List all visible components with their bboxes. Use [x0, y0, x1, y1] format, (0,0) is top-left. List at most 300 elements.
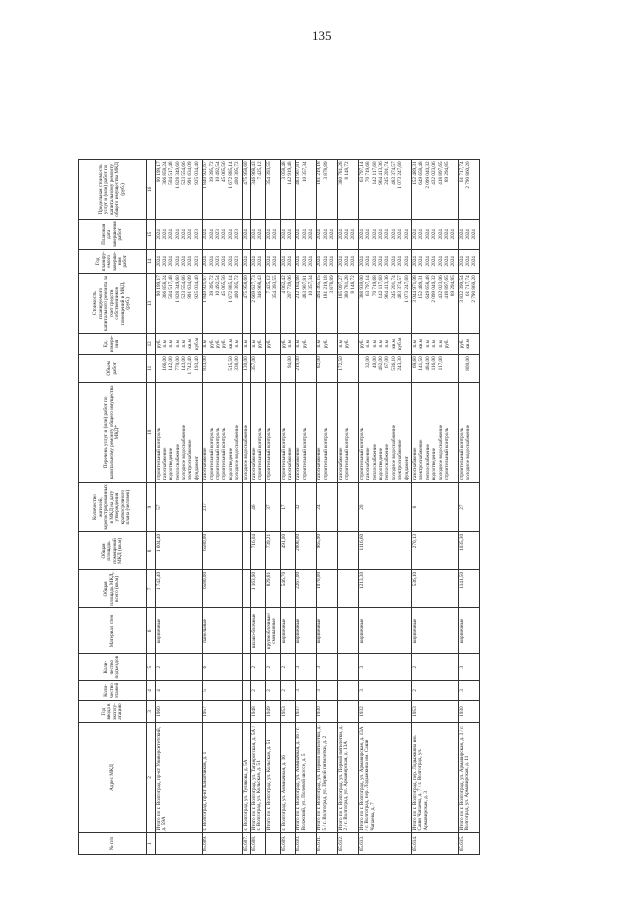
address: Итого по г. Волгоград, ул. Аммиачная, д. 16 / г. Волжский, ул. Полевой шоссе, д. 5 — [295, 723, 316, 833]
completion-year-line: 2024 — [344, 256, 351, 267]
unit-line: п.м — [316, 340, 323, 348]
cost-line: 366 858,24 — [161, 275, 168, 299]
planned-date-line: 2024 — [397, 229, 404, 240]
limit-cost-line: 475 958,60 — [242, 161, 249, 185]
work-type-line: водоотведение — [227, 447, 234, 481]
entrances: 3 — [359, 654, 412, 681]
unit — [281, 333, 296, 354]
address: Итого по г. Волгоград, пр-кт Университетский, д. 59А — [156, 723, 203, 833]
unit-line: кв.м — [227, 339, 234, 349]
unit-line: п.м — [411, 340, 418, 348]
table-row — [316, 159, 337, 854]
unit — [266, 333, 281, 354]
cost-line: 354 393,55 — [272, 275, 279, 299]
table-row — [202, 159, 242, 854]
cost-line: 388 930,00 — [358, 275, 365, 299]
completion-year-line: 2024 — [227, 256, 234, 267]
completion-year — [243, 249, 251, 273]
cost-line: 142 117,60 — [378, 275, 384, 299]
year-built: 1937 — [295, 701, 316, 723]
completion-year — [156, 249, 203, 273]
work-volume-line: 357,00 — [250, 356, 257, 371]
cost — [266, 273, 281, 333]
planned-date-line: 2024 — [458, 229, 465, 240]
unit-line: руб. — [215, 339, 222, 349]
residents — [243, 482, 251, 532]
column-header: Материал стен — [79, 608, 147, 654]
work-type-line: строительный контроль — [257, 427, 264, 481]
cost-line: 8 148,72 — [350, 275, 357, 294]
column-number: 8 — [147, 532, 156, 570]
limit-cost-line: 504 517,48 — [168, 161, 175, 185]
total-area — [338, 570, 359, 608]
completion-year — [412, 249, 459, 273]
row-number — [266, 833, 281, 855]
cost-line: 207 739,06 — [286, 275, 293, 299]
work-type — [202, 382, 242, 482]
unit-line: п.м — [437, 340, 444, 348]
planned-date-line: 2024 — [286, 229, 293, 240]
year-built: 1948 — [251, 701, 266, 723]
planned-date-line: 2024 — [337, 229, 344, 240]
column-header: Перечень услуг и (или) работ по капитальному ремонту общего имущества МКД* — [79, 382, 147, 482]
total-area: 829,81 — [266, 570, 281, 608]
column-header: Год планиру-емого заверше-ния работ — [79, 249, 147, 273]
column-header: Год ввода в эксплу-атацию — [79, 701, 147, 723]
header-row — [79, 159, 147, 854]
total-area: 6580,00 — [202, 570, 242, 608]
unit-line: руб. — [155, 339, 162, 349]
work-volume-line: 116,00 — [431, 356, 438, 371]
unit — [202, 333, 242, 354]
planned-date-line: 2024 — [358, 229, 365, 240]
cost-line: 380 781,28 — [344, 275, 351, 299]
row-number: 65.612. — [338, 833, 359, 855]
cost-line: 152 489,31 — [418, 275, 425, 299]
limit-cost-line: 89 294,85 — [443, 161, 450, 183]
planned-date-line: 2024 — [411, 229, 418, 240]
premises-area: 491,00 — [281, 532, 296, 570]
limit-cost-line: 991 634,09 — [187, 161, 194, 185]
completion-year-line: 2024 — [397, 256, 404, 267]
work-volume-line: 219,00 — [295, 356, 302, 371]
work-type-line: строительный контроль — [280, 427, 287, 481]
limit-cost-line: 181 219,18 — [316, 161, 323, 185]
limit-cost — [359, 159, 412, 219]
work-type-line: теплоснабжение — [174, 444, 181, 481]
completion-year-line: 2024 — [265, 256, 272, 267]
completion-year-line: 2024 — [208, 256, 215, 267]
work-type-line: водоотведение — [168, 447, 175, 481]
unit — [338, 333, 359, 354]
limit-cost-line: 39 395,72 — [208, 161, 215, 183]
cost-line: 1 828 349,60 — [174, 275, 181, 303]
cost — [338, 273, 359, 333]
entrances: 2 — [251, 654, 266, 681]
unit-line: руб. — [301, 339, 308, 349]
planned-date — [266, 219, 281, 249]
work-type — [316, 382, 337, 482]
work-type — [156, 382, 203, 482]
completion-year-line: 2024 — [371, 256, 378, 267]
work-volume — [156, 354, 203, 382]
work-type-line: электроснабжение — [418, 439, 425, 481]
limit-cost-line: 90 199,17 — [155, 161, 162, 183]
entrances: 3 — [316, 654, 337, 681]
completion-year-line: 2024 — [378, 256, 384, 267]
work-volume — [202, 354, 242, 382]
cost — [281, 273, 296, 333]
planned-date — [251, 219, 266, 249]
limit-cost-line: 142 117,60 — [371, 161, 378, 185]
limit-cost — [338, 159, 359, 219]
planned-date — [156, 219, 203, 249]
address: г. Волгоград, ул. Аммиачная, д. 16 — [281, 723, 296, 833]
entrances: 2 — [266, 654, 281, 681]
work-volume-line: 338,00 — [234, 356, 241, 371]
planned-date-line: 2024 — [322, 229, 329, 240]
premises-area: 716,04 — [251, 532, 266, 570]
entrances — [338, 654, 359, 681]
work-type — [338, 382, 359, 482]
unit-line: куб.м — [397, 337, 404, 350]
unit-line: п.м — [365, 340, 372, 348]
completion-year-line: 2024 — [174, 256, 181, 267]
cost-line: 1 840 921,67 — [202, 275, 209, 303]
unit-line: п.м — [242, 340, 249, 348]
limit-cost — [295, 159, 316, 219]
address: г. Волгоград, ул. Тулякова, д. 5А — [243, 723, 251, 833]
completion-year-line: 2024 — [337, 256, 344, 267]
floors — [243, 681, 251, 701]
completion-year-line: 2023 — [215, 256, 222, 267]
address: Итого по г. Волгоград, ул. Первой пятилетки, д. 5 / г. Волгоград, ул. Первой пятилетки, д. 2 — [316, 723, 337, 833]
year-built: 1949 — [266, 701, 281, 723]
work-volume-line: 69,60 — [411, 356, 418, 368]
work-volume-line — [405, 356, 411, 380]
completion-year-line: 2024 — [418, 256, 425, 267]
wall-material — [338, 608, 359, 654]
cost-line: 346 968,43 — [257, 275, 264, 299]
cost-line: 2 790 860,20 — [471, 275, 478, 303]
limit-cost-line: 400 305,72 — [234, 161, 241, 185]
column-header: Коли-чество подъездов — [79, 654, 147, 681]
entrances: 2 — [412, 654, 459, 681]
cost-line: 185 097,27 — [337, 275, 344, 299]
planned-date-line: 2024 — [168, 229, 175, 240]
cost-line: 3 044 971,08 — [411, 275, 418, 303]
limit-cost-line: 483 907,81 — [295, 161, 302, 185]
work-volume-line — [345, 356, 351, 380]
cost — [412, 273, 459, 333]
work-type-line: газоснабжение — [202, 447, 209, 481]
floors: 5 — [202, 681, 242, 701]
completion-year-line: 2023 — [234, 256, 241, 267]
work-type — [251, 382, 266, 482]
table-row — [266, 159, 281, 854]
planned-date — [281, 219, 296, 249]
unit-line: куб.м — [193, 337, 200, 350]
cost-line: 90 199,17 — [155, 275, 162, 297]
limit-cost-line: 380 781,28 — [337, 161, 344, 185]
floors: 4 — [156, 681, 203, 701]
completion-year-line: 2024 — [443, 256, 450, 267]
completion-year-line: 2024 — [257, 256, 264, 267]
column-number: 10 — [147, 382, 156, 482]
work-type-line: газоснабжение — [411, 447, 418, 481]
unit-line: руб. — [322, 339, 329, 349]
limit-cost — [156, 159, 203, 219]
wall-material: кирпичные — [412, 608, 459, 654]
wall-material: кирпичные — [459, 608, 480, 654]
completion-year-line: 2024 — [250, 256, 257, 267]
unit-line: руб. — [358, 339, 365, 349]
planned-date-line: 2024 — [403, 229, 410, 240]
work-volume-line: 800,00 — [465, 356, 472, 371]
completion-year — [281, 249, 296, 273]
floors: 2 — [281, 681, 296, 701]
total-area: 1070,00 — [316, 570, 337, 608]
planned-date-line: 2024 — [272, 229, 279, 240]
row-number: 65.607. — [243, 833, 251, 855]
limit-cost — [281, 159, 296, 219]
work-type — [266, 382, 281, 482]
cost-line: 925 034,40 — [193, 275, 200, 299]
address: Итого по г. Волгоград, ул. Армавирская, д. 3 / г. Волгоград, ул. Армавирская, д. 11 — [459, 723, 480, 833]
cost-line: 181 219,18 — [322, 275, 329, 299]
work-type-line: газоснабжение — [337, 447, 344, 481]
planned-date-line: 2024 — [371, 229, 378, 240]
table-row — [412, 159, 459, 854]
unit-line: п.м — [181, 340, 188, 348]
unit-line: п.м — [378, 340, 384, 348]
column-number: 2 — [147, 723, 156, 833]
limit-cost-line: 1 828 349,60 — [174, 161, 181, 189]
limit-cost-line: 1 840 921,67 — [202, 161, 209, 189]
planned-date-line: 2024 — [465, 229, 472, 240]
planned-date-line: 2024 — [308, 229, 315, 240]
work-type-line: холодное водоснабжение — [234, 424, 241, 481]
limit-cost-line: 432 023,06 — [431, 161, 438, 185]
planned-date-line: 2024 — [378, 229, 384, 240]
planned-date-line: 2024 — [390, 229, 397, 240]
unit-line: кв.м — [187, 339, 194, 349]
premises-area — [243, 532, 251, 570]
cost-line: 504 517,48 — [168, 275, 175, 299]
limit-cost-line: 1 073 247,60 — [397, 161, 404, 189]
total-area: 1 742,40 — [156, 570, 203, 608]
cost-line: 400 305,72 — [234, 275, 241, 299]
work-type-line: строительный контроль — [443, 427, 450, 481]
cost-line: 1 073 247,60 — [403, 275, 410, 303]
completion-year — [338, 249, 359, 273]
work-type — [359, 382, 412, 482]
floors: 2 — [251, 681, 266, 701]
premises-area: 739,21 — [266, 532, 281, 570]
cost-line: 10 357,34 — [308, 275, 315, 297]
planned-date-line: 2024 — [350, 229, 357, 240]
completion-year-line: 2024 — [181, 256, 188, 267]
limit-cost-line: 346 968,43 — [250, 161, 257, 185]
row-number: 65.613. — [359, 833, 412, 855]
planned-date — [243, 219, 251, 249]
work-type-line: электроснабжение — [397, 439, 404, 481]
unit-line: п.м — [234, 340, 241, 348]
year-built: 1930 — [316, 701, 337, 723]
limit-cost-line: 70 719,68 — [365, 161, 372, 183]
unit-line: руб. — [458, 339, 465, 349]
year-built — [243, 701, 251, 723]
planned-date — [295, 219, 316, 249]
address: Итого по г. Волгоград, ул. Кольская, д. 51 — [266, 723, 281, 833]
column-number: 9 — [147, 482, 156, 532]
planned-date-line: 2024 — [344, 229, 351, 240]
table-row — [156, 159, 203, 854]
column-header: Плановая дата завершения работ — [79, 219, 147, 249]
residents: 20 — [359, 482, 412, 532]
cost-line: 964 413,36 — [384, 275, 391, 299]
wall-material: кирпичные — [281, 608, 296, 654]
completion-year-line: 2024 — [358, 256, 365, 267]
work-volume-line: 117,00 — [437, 356, 444, 371]
cost-line: 1 672 885,14 — [227, 275, 234, 303]
planned-date-line: 2024 — [431, 229, 438, 240]
cost-line: 63 797,14 — [365, 275, 372, 297]
completion-year-line: 2024 — [286, 256, 293, 267]
planned-date-line: 2024 — [250, 229, 257, 240]
completion-year — [359, 249, 412, 273]
work-volume — [243, 354, 251, 382]
floors: 2 — [266, 681, 281, 701]
work-type — [295, 382, 316, 482]
cost-line: 45 065,56 — [221, 275, 228, 297]
year-built: 1953 — [281, 701, 296, 723]
column-number: 3 — [147, 701, 156, 723]
work-volume-line: 40,00 — [371, 356, 378, 368]
completion-year-line: 2024 — [437, 256, 444, 267]
entrances: 2 — [281, 654, 296, 681]
planned-date-line: 2024 — [227, 229, 234, 240]
entrances — [243, 654, 251, 681]
planned-date-line: 2024 — [280, 229, 287, 240]
work-type — [281, 382, 296, 482]
work-volume-line — [303, 356, 309, 380]
limit-cost-line: 964 413,36 — [378, 161, 384, 185]
work-type-line: строительный контроль — [301, 427, 308, 481]
table-row — [459, 159, 480, 854]
premises-area: 965,90 — [316, 532, 337, 570]
work-type — [412, 382, 459, 482]
residents: 24 — [316, 482, 337, 532]
work-type-line: теплоснабжение — [424, 444, 431, 481]
year-built — [338, 701, 359, 723]
cost-line: 991 634,09 — [187, 275, 194, 299]
work-volume — [412, 354, 459, 382]
work-type-line: строительный контроль — [358, 427, 365, 481]
work-volume — [266, 354, 281, 382]
floors: 3 — [316, 681, 337, 701]
total-area — [243, 570, 251, 608]
unit — [295, 333, 316, 354]
planned-date-line: 2024 — [418, 229, 425, 240]
work-volume-line: 833,00 — [202, 356, 209, 371]
year-built: 1960 — [156, 701, 203, 723]
page-number: 135 — [312, 28, 332, 43]
column-header: Стоимость планируемого капитального ремонта за счет средств собственников помещений в МКД, (руб.) — [79, 273, 147, 333]
cost — [459, 273, 480, 333]
limit-cost — [266, 159, 281, 219]
limit-cost — [412, 159, 459, 219]
wall-material — [243, 608, 251, 654]
planned-date-line: 2024 — [316, 229, 323, 240]
planned-date-line: 2024 — [257, 229, 264, 240]
completion-year-line: 2024 — [301, 256, 308, 267]
premises-area: 6580,00 — [202, 532, 242, 570]
cost-line: 483 907,81 — [301, 275, 308, 299]
cost — [202, 273, 242, 333]
work-type-line: строительный контроль — [215, 427, 222, 481]
unit-line: руб. — [344, 339, 351, 349]
unit-line: п.м — [168, 340, 175, 348]
work-volume — [338, 354, 359, 382]
completion-year — [459, 249, 480, 273]
cost-line: 418 897,65 — [443, 275, 450, 299]
entrances: 3 — [295, 654, 316, 681]
planned-date-line: 2024 — [202, 229, 209, 240]
planned-date-line: 2024 — [161, 229, 168, 240]
work-type-line: холодное водоснабжение — [437, 424, 444, 481]
planned-date-line: 2024 — [443, 229, 450, 240]
work-volume-line: 141,50 — [418, 356, 425, 371]
unit — [243, 333, 251, 354]
year-built: 1930 — [459, 701, 480, 723]
work-type-line: холодное водоснабжение — [181, 424, 188, 481]
total-area: 1 163,90 — [251, 570, 266, 608]
cost-line: 3 832 390,54 — [458, 275, 465, 303]
work-type-line: фундамент — [193, 456, 200, 481]
completion-year-line: 2024 — [403, 256, 410, 267]
residents: 6 — [412, 482, 459, 532]
work-type-line: газоснабжение — [365, 447, 372, 481]
work-volume-line: 130,00 — [242, 356, 249, 371]
work-type-line: газоснабжение — [286, 447, 293, 481]
unit-line: п.м — [384, 340, 391, 348]
work-volume-line: 770,00 — [174, 356, 181, 371]
cost-line: 523 554,66 — [181, 275, 188, 299]
column-header: Количество жителей, зарегистрированных в МКД на дату утверждения краткосрочного плана (человек) — [79, 482, 147, 532]
year-built: 1953 — [412, 701, 459, 723]
work-type-line: строительный контроль — [458, 427, 465, 481]
limit-cost-line: 63 797,14 — [358, 161, 365, 183]
limit-cost-line — [405, 161, 411, 217]
unit-line: п.м — [337, 340, 344, 348]
entrances: 2 — [156, 654, 203, 681]
unit-line: п.м — [431, 340, 438, 348]
entrances: 3 — [459, 654, 480, 681]
wall-material: кирпичные — [359, 608, 412, 654]
premises-area: 1116,60 — [359, 532, 412, 570]
premises-area: 2008,00 — [295, 532, 316, 570]
column-number: 1 — [147, 833, 156, 855]
address: Итого по г. Волгоград, ул. Таганрогская, д. 5А / г. Волгоград, ул. Кольская, д. 51 — [251, 723, 266, 833]
table-row — [295, 159, 316, 854]
limit-cost — [202, 159, 242, 219]
column-header: № п/п — [79, 833, 147, 855]
column-header: Общая площадь помещений МКД (кв.м) — [79, 532, 147, 570]
limit-cost-line: 649 658,48 — [418, 161, 425, 185]
work-volume — [359, 354, 412, 382]
total-area: 2267,00 — [295, 570, 316, 608]
